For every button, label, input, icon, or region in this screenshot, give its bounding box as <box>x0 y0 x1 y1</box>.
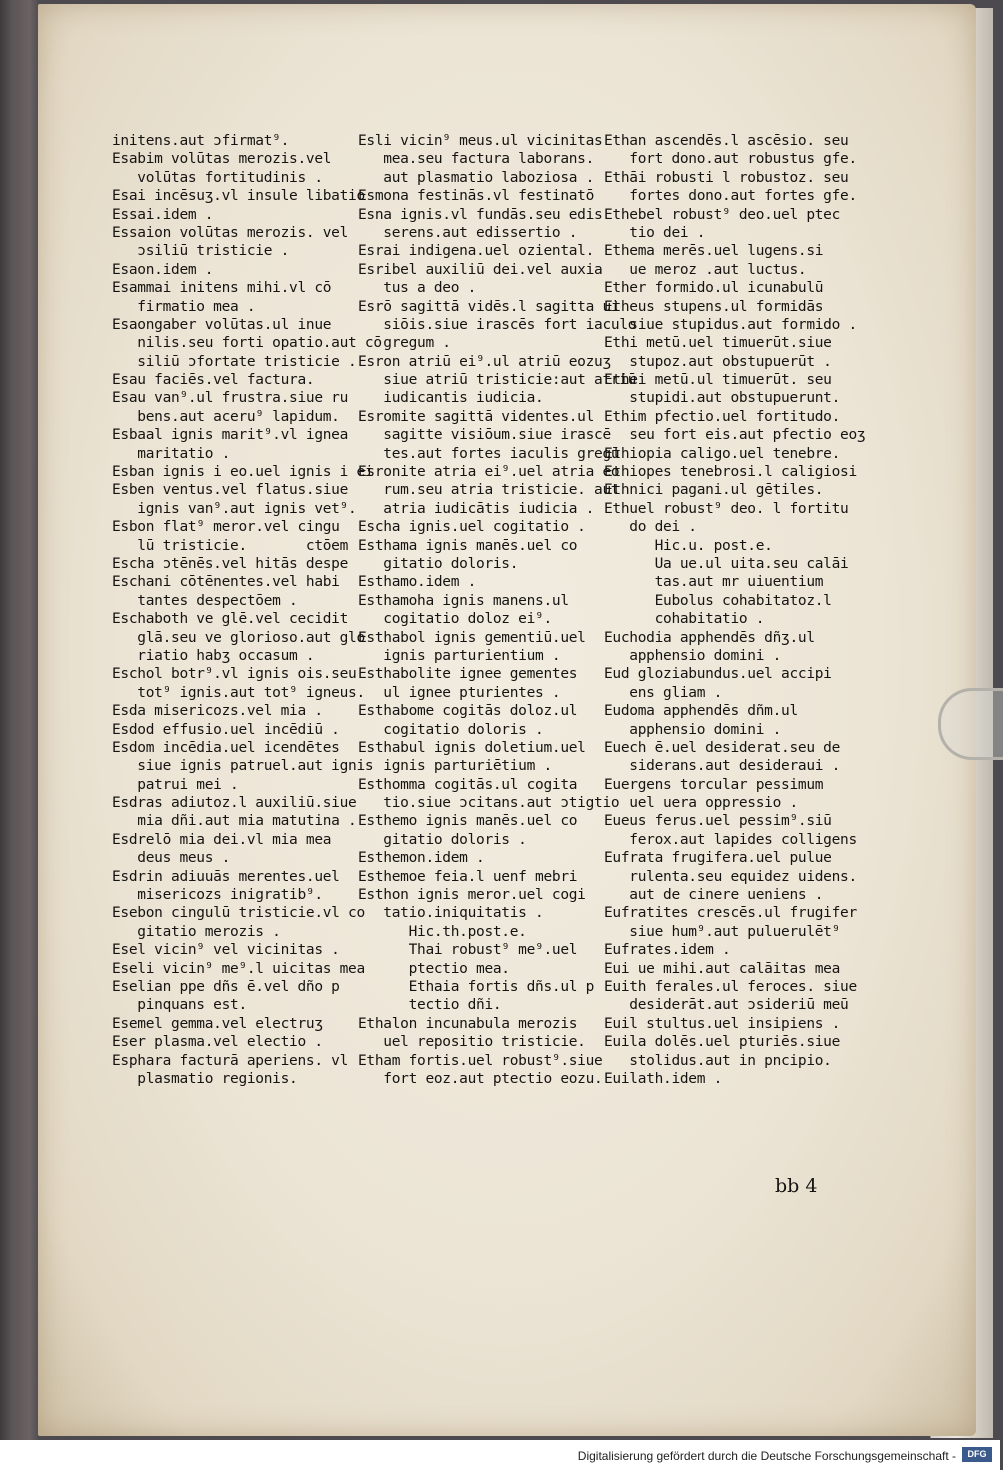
text-line: riatio habʒ occasum . <box>112 647 315 664</box>
text-line: do dei . <box>604 519 697 536</box>
text-line: Etheus stupens.ul formidās <box>604 298 824 315</box>
text-line: aut plasmatio laboziosa . <box>358 169 595 186</box>
text-line: Esdras adiutoz.l auxiliū.siue <box>112 795 357 812</box>
footer-credit: Digitalisierung gefördert durch die Deutsche Forschungsgemeinschaft - <box>577 1449 956 1463</box>
text-line: Eselian ppe dñs ē.vel dño p <box>112 978 340 995</box>
footer-bar <box>0 1440 1000 1470</box>
text-line: Esmona festinās.vl festinatō <box>358 188 595 205</box>
text-line: Esthemo ignis manēs.uel co <box>358 813 578 830</box>
text-line: Ethiopia caligo.uel tenebre. <box>604 445 841 462</box>
text-line: aut de cinere ueniens . <box>604 887 824 904</box>
text-line: Esthabome cogitās doloz.ul <box>358 703 578 720</box>
text-line: Ethāi robusti l robustoz. seu <box>604 169 849 186</box>
text-line: Esaon.idem . <box>112 261 214 278</box>
text-line: volūtas fortitudinis . <box>112 169 323 186</box>
text-line: Esthomma cogitās.ul cogita <box>358 776 578 793</box>
text-line: Esna ignis.vl fundās.seu edis <box>358 206 603 223</box>
text-line: plasmatio regionis. <box>112 1070 298 1087</box>
text-line: Esthama ignis manēs.uel co <box>358 537 578 554</box>
text-column-1 <box>112 132 382 1088</box>
text-line: siue atriū tristicie:aut atriū <box>358 372 637 389</box>
text-line: Esben ventus.vel flatus.siue <box>112 482 349 499</box>
text-line: Ethuel robust⁹ deo. l fortitu <box>604 500 849 517</box>
text-line: Ether formido.ul icunabulū <box>604 280 824 297</box>
text-line: apphensio domini . <box>604 721 782 738</box>
text-line: Eschaboth ve glē.vel cecidit <box>112 611 349 628</box>
text-line: Esdom incēdia.uel icendētes <box>112 739 340 756</box>
text-column-3 <box>604 132 866 1088</box>
text-line: tus a deo . <box>358 280 477 297</box>
text-line: Esbaal ignis marit⁹.vl ignea <box>112 427 349 444</box>
text-line: Ethebel robust⁹ deo.uel ptec <box>604 206 841 223</box>
text-line: Thai robust⁹ me⁹.uel <box>358 942 578 959</box>
text-line: ul ignee pturientes . <box>358 684 561 701</box>
text-line: uel repositio tristicie. <box>358 1034 586 1051</box>
text-line: Esau van⁹.ul frustra.siue ru <box>112 390 349 407</box>
text-line: gregum . <box>358 335 451 352</box>
text-line: Eschani cōtēnentes.vel habi <box>112 574 340 591</box>
text-line: desiderāt.aut ɔsideriū meū <box>604 997 849 1014</box>
text-line: Esel vicin⁹ vel vicinitas . <box>112 942 340 959</box>
text-line: Eui ue mihi.aut calāitas mea <box>604 960 841 977</box>
text-line: gitatio merozis . <box>112 923 281 940</box>
text-line: fort eoz.aut ptectio eozu. <box>358 1070 603 1087</box>
text-line: Ethim pfectio.uel fortitudo. <box>604 408 841 425</box>
text-line: Esaongaber volūtas.ul inue <box>112 316 332 333</box>
dfg-logo-icon: DFG <box>962 1447 992 1462</box>
text-line: siue ignis patruel.aut ignis <box>112 758 374 775</box>
text-line: Ethaia fortis dñs.ul p <box>358 978 595 995</box>
text-line: ignis van⁹.aut ignis vet⁹. <box>112 500 357 517</box>
text-line: Euilath.idem . <box>604 1070 723 1087</box>
text-line: siliū ɔfortate tristicie . <box>112 353 357 370</box>
text-line: Esabim volūtas merozis.vel <box>112 151 332 168</box>
text-line: tio.siue ɔcitans.aut ɔtigtio <box>358 795 620 812</box>
text-line: deus meus . <box>112 850 231 867</box>
text-line: Eufratites crescēs.ul frugifer <box>604 905 857 922</box>
text-line: Esdrin adiuuās merentes.uel <box>112 868 340 885</box>
text-line: Esdod effusio.uel incēdiū . <box>112 721 340 738</box>
text-line: ferox.aut lapides colligens <box>604 831 857 848</box>
text-line: ptectio mea. <box>358 960 510 977</box>
text-line: tas.aut mr uiuentium <box>604 574 824 591</box>
page-clip <box>938 688 1003 760</box>
text-line: Esemel gemma.vel electruʒ <box>112 1015 323 1032</box>
text-line: sagitte visiōum.siue irascē <box>358 427 611 444</box>
text-line: Esthamo.idem . <box>358 574 477 591</box>
text-line: Ua ue.ul uita.seu calāi <box>604 555 849 572</box>
text-line: Essaion volūtas merozis. vel <box>112 224 349 241</box>
text-line: siōis.siue irascēs fort iaculo <box>358 316 637 333</box>
text-line: Esrō sagittā vidēs.l sagitta ui <box>358 298 620 315</box>
text-line: mea.seu factura laborans. <box>358 151 595 168</box>
text-line: atria iudicātis iudicia . <box>358 500 595 517</box>
text-line: Esthon ignis meror.uel cogi <box>358 887 586 904</box>
text-line: mia dñi.aut mia matutina . <box>112 813 357 830</box>
text-line: Etham fortis.uel robust⁹.siue <box>358 1052 603 1069</box>
text-line: ignis parturientium . <box>358 647 561 664</box>
text-line: Euil stultus.uel insipiens . <box>604 1015 841 1032</box>
text-line: Esribel auxiliū dei.vel auxia <box>358 261 603 278</box>
text-line: tot⁹ ignis.aut tot⁹ igneus. <box>112 684 365 701</box>
text-line: glā.seu ve glorioso.aut glo <box>112 629 365 646</box>
text-line: stolidus.aut in pncipio. <box>604 1052 832 1069</box>
text-line: stupoz.aut obstupuerūt . <box>604 353 832 370</box>
text-line: Esron atriū ei⁹.ul atriū eozuʒ <box>358 353 611 370</box>
text-line: ignis parturiētium . <box>358 758 552 775</box>
text-line: cohabitatio . <box>604 611 765 628</box>
text-line: Esphara facturā aperiens. vl <box>112 1052 349 1069</box>
text-line: tio dei . <box>604 224 706 241</box>
text-line: cogitatio doloris . <box>358 721 544 738</box>
text-line: Ethei metū.ul timuerūt. seu <box>604 372 832 389</box>
text-line: Escha ɔtēnēs.vel hitās despe <box>112 555 349 572</box>
signature-mark: bb 4 <box>775 1175 818 1197</box>
text-line: fortes dono.aut fortes gfe. <box>604 188 857 205</box>
glossary-text <box>112 132 866 1192</box>
text-line: maritatio . <box>112 445 231 462</box>
text-line: stupidi.aut obstupuerunt. <box>604 390 841 407</box>
text-line: Euila dolēs.uel pturiēs.siue <box>604 1034 841 1051</box>
text-line: uel uera oppressio . <box>604 795 798 812</box>
text-line: Eud gloziabundus.uel accipi <box>604 666 832 683</box>
text-line: Esthabolite ignee gementes <box>358 666 578 683</box>
text-line: Esdrelō mia dei.vl mia mea <box>112 831 332 848</box>
text-line: gitatio doloris. <box>358 555 519 572</box>
text-line: fort dono.aut robustus gfe. <box>604 151 857 168</box>
text-line: initens.aut ɔfirmat⁹. <box>112 133 290 149</box>
text-line: Esammai initens mihi.vl cō <box>112 280 332 297</box>
text-line: Ethema merēs.uel lugens.si <box>604 243 824 260</box>
text-line: Eseli vicin⁹ me⁹.l uicitas mea <box>112 960 365 977</box>
text-line: Esthabul ignis doletium.uel <box>358 739 586 756</box>
text-line: Esban ignis i eo.uel ignis i ei <box>112 464 374 481</box>
text-line: Eufrata frugifera.uel pulue <box>604 850 832 867</box>
text-line: Esromite sagittā videntes.ul <box>358 408 595 425</box>
text-line: Esthabol ignis gementiū.uel <box>358 629 586 646</box>
text-line: patrui mei . <box>112 776 239 793</box>
text-line: Ethiopes tenebrosi.l caligiosi <box>604 464 857 481</box>
text-line: Esthemoe feia.l uenf mebri <box>358 868 578 885</box>
text-line: Esrai indigena.uel oziental. <box>358 243 595 260</box>
text-line: bens.aut aceru⁹ lapidum. <box>112 408 340 425</box>
text-column-2 <box>358 132 637 1088</box>
text-line: Hic.u. post.e. <box>604 537 773 554</box>
text-line: tectio dñi. <box>358 997 502 1014</box>
text-line: tatio.iniquitatis . <box>358 905 544 922</box>
text-line: Euith ferales.ul feroces. siue <box>604 978 857 995</box>
text-line: apphensio domini . <box>604 647 782 664</box>
text-line: Ethnici pagani.ul gētiles. <box>604 482 824 499</box>
text-line: seu fort eis.aut pfectio eoʒ <box>604 427 866 444</box>
text-line: Essai.idem . <box>112 206 214 223</box>
text-line: rulenta.seu equidez uidens. <box>604 868 857 885</box>
text-line: Eueus ferus.uel pessim⁹.siū <box>604 813 832 830</box>
text-line: Esai incēsuʒ.vl insule libatio <box>112 188 365 205</box>
text-line: Eschol botr⁹.vl ignis ois.seu <box>112 666 357 683</box>
text-line: ue meroz .aut luctus. <box>604 261 807 278</box>
text-line: Esthamoha ignis manens.ul <box>358 592 569 609</box>
text-line: Esebon cingulū tristicie.vl co <box>112 905 365 922</box>
text-line: firmatio mea . <box>112 298 256 315</box>
text-line: Esau faciēs.vel factura. <box>112 372 315 389</box>
text-line: Ethalon incunabula merozis <box>358 1015 578 1032</box>
text-line: Hic.th.post.e. <box>358 923 527 940</box>
text-line: rum.seu atria tristicie. aut <box>358 482 620 499</box>
text-line: Ethan ascendēs.l ascēsio. seu <box>604 133 849 149</box>
text-line: lū tristicie. ctōem <box>112 537 349 554</box>
text-line: Escha ignis.uel cogitatio . <box>358 519 586 536</box>
text-line: nilis.seu forti opatio.aut cō <box>112 335 382 352</box>
text-line: gitatio doloris . <box>358 831 527 848</box>
text-line: Eudoma apphendēs dñm.ul <box>604 703 798 720</box>
text-line: siderans.aut desideraui . <box>604 758 841 775</box>
text-line: Esli vicin⁹ meus.ul vicinitas <box>358 133 603 149</box>
text-line: iudicantis iudicia. <box>358 390 544 407</box>
text-line: Esthemon.idem . <box>358 850 485 867</box>
text-line: Ethi metū.uel timuerūt.siue <box>604 335 832 352</box>
text-line: siue stupidus.aut formido . <box>604 316 857 333</box>
text-line: Eser plasma.vel electio . <box>112 1034 323 1051</box>
text-line: tes.aut fortes iaculis gregū <box>358 445 620 462</box>
text-line: ɔsiliū tristicie . <box>112 243 290 260</box>
text-line: Esda misericozs.vel mia . <box>112 703 323 720</box>
text-line: siue hum⁹.aut puluerulēt⁹ <box>604 923 841 940</box>
text-line: Esronite atria ei⁹.uel atria eo <box>358 464 620 481</box>
text-line: Euchodia apphendēs dñʒ.ul <box>604 629 815 646</box>
text-line: Eubolus cohabitatoz.l <box>604 592 832 609</box>
text-line: pinquans est. <box>112 997 247 1014</box>
text-line: misericozs inigratib⁹. <box>112 887 323 904</box>
text-line: Euergens torcular pessimum <box>604 776 824 793</box>
text-line: serens.aut edissertio . <box>358 224 578 241</box>
text-line: tantes despectōem . <box>112 592 298 609</box>
text-line: Euech ē.uel desiderat.seu de <box>604 739 841 756</box>
text-line: cogitatio doloz ei⁹. <box>358 611 552 628</box>
text-line: Esbon flat⁹ meror.vel cingu <box>112 519 340 536</box>
text-line: Eufrates.idem . <box>604 942 731 959</box>
text-line: ens gliam . <box>604 684 723 701</box>
